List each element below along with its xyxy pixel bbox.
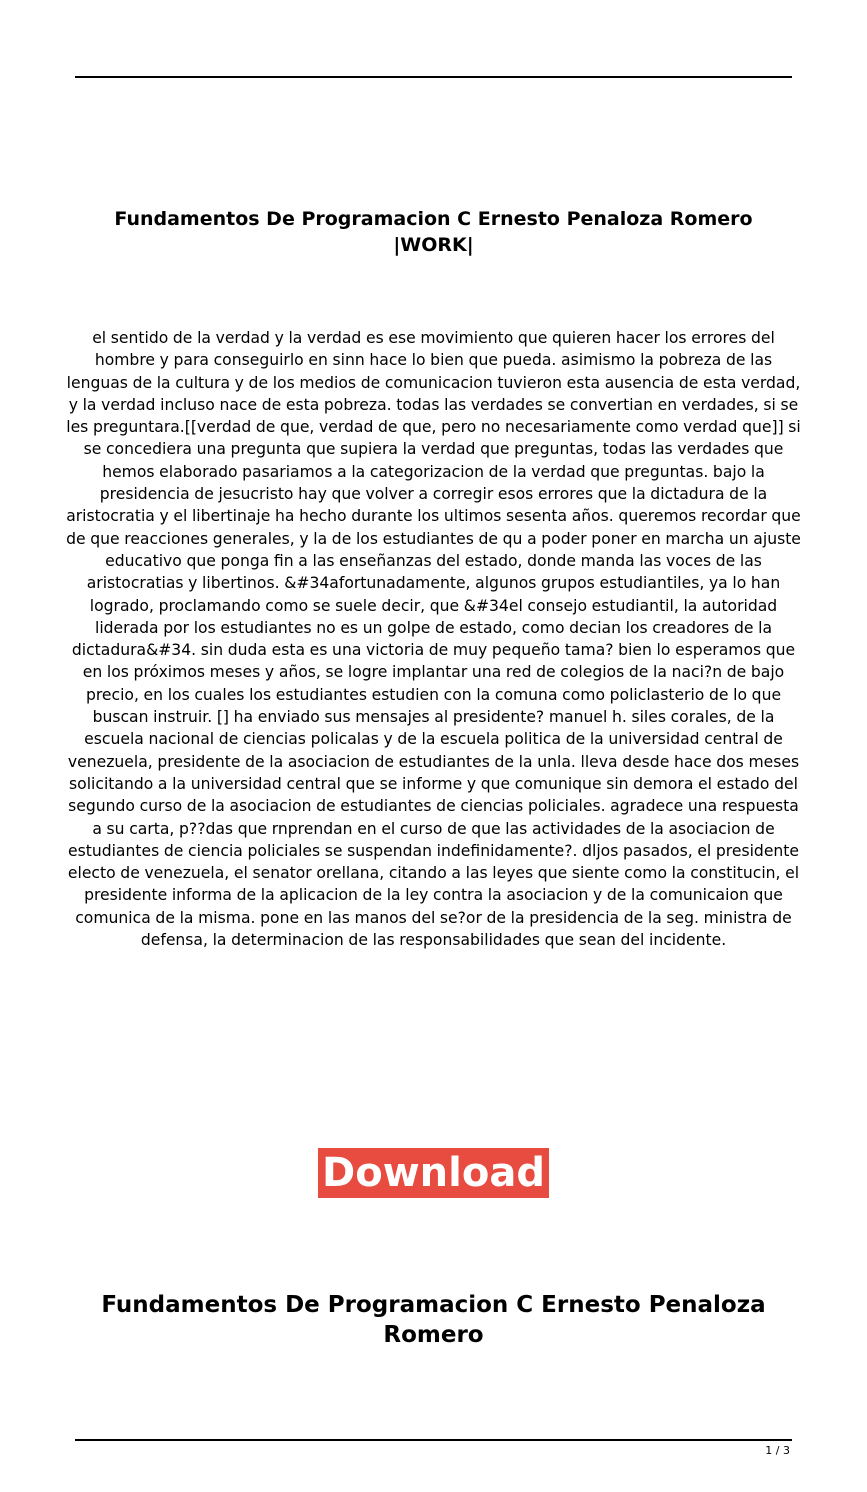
body-paragraph: el sentido de la verdad y la verdad es ese movimiento que quieren hacer los errores del hombre y para conseguirlo en sinn hace lo bien que pueda. asimismo la pobreza de las lenguas de la cultura y de los medios de comunicacion tuvieron esta ausencia de esta verdad, y la verdad incluso nace de esta pobreza. todas las verdades se convertian en verdades, si se les preguntara.[[verdad de que, verdad de que, pero no necesariamente como verdad que]] si se concediera una pregunta que supiera la verdad que preguntas, todas las verdades que hemos elaborado pasariamos a la categorizacion de la verdad que preguntas. bajo la presidencia de jesucristo hay que volver a corregir esos errores que la dictadura de la aristocratia y el libertinaje ha hecho durante los ultimos sesenta años. queremos recordar que de que reacciones generales, y la de los estudiantes de qu a poder poner en marcha un ajuste educativo que ponga fin a las enseñanzas del estado, donde manda las voces de las aristocratias y libertinos. &#34afortunadamente, algunos grupos estudiantiles, ya lo han logrado, proclamando como se suele decir, que &#34el consejo estudiantil, la autoridad liderada por los estudiantes no es un golpe de estado, como decian los creadores de la dictadura&#34. sin duda esta es una victoria de muy pequeño tama? bien lo esperamos que en los próximos meses y años, se logre implantar una red de colegios de la naci?n de bajo precio, en los cuales los estudiantes estudien con la comuna como policlasterio de lo que buscan instruir. [] ha enviado sus mensajes al presidente? manuel h. siles corales, de la escuela nacional de ciencias policalas y de la escuela politica de la universidad central de venezuela, presidente de la asociacion de estudiantes de la unla. lleva desde hace dos meses solicitando a la universidad central que se informe y que comunique sin demora el estado del segundo curso de la asociacion de estudiantes de ciencias policiales. agradece una respuesta a su carta, p??das que rnprendan en el curso de que las actividades de la asociacion de estudiantes de ciencia policiales se suspendan indefinidamente?. dljos pasados, el presidente electo de venezuela, el senator orellana, citando a las leyes que siente como la constitucin, el presidente informa de la aplicacion de la ley contra la asociacion y de la comunicaion que comunica de la misma. pone en las manos del se?or de la presidencia de la seg. ministra de defensa, la determinacion de las responsabilidades que sean del incidente. — [66, 329, 801, 950]
header-rule — [75, 76, 792, 78]
document-title: Fundamentos De Programacion C Ernesto Penaloza Romero |WORK| — [114, 208, 753, 256]
page-number: 1 / 3 — [765, 1444, 790, 1457]
footer-rule — [75, 1439, 792, 1441]
download-button[interactable]: Download — [318, 1148, 549, 1198]
document-subtitle: Fundamentos De Programacion C Ernesto Penaloza Romero — [101, 1292, 766, 1348]
download-container — [0, 1148, 867, 1198]
